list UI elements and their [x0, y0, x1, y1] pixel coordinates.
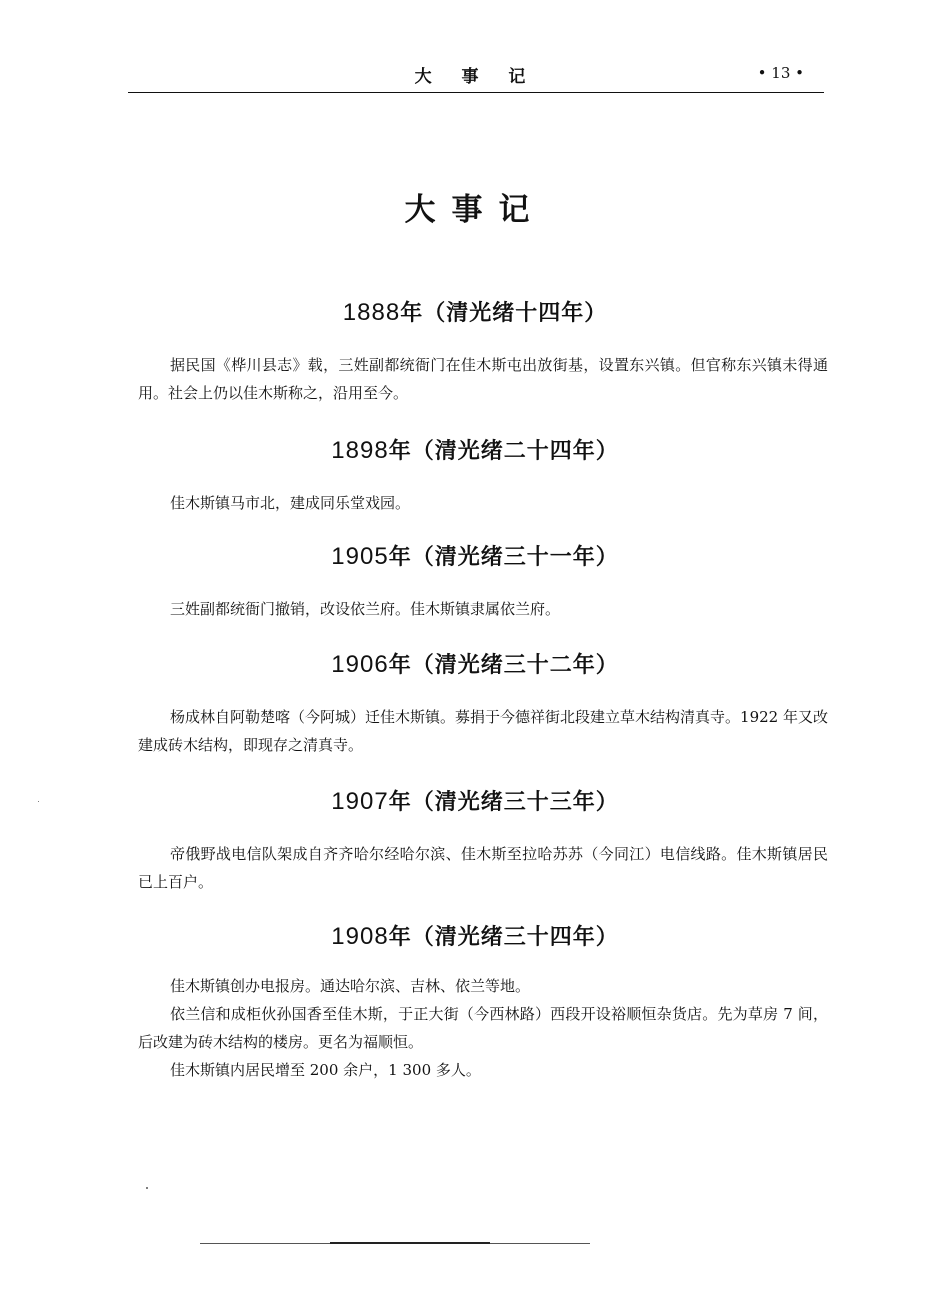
entry-paragraph: 三姓副都统衙门撤销，改设依兰府。佳木斯镇隶属依兰府。 [170, 600, 561, 618]
year-number: 1898 [331, 437, 389, 464]
year-heading-1888 [0, 296, 950, 327]
year-number: 1908 [331, 923, 389, 950]
entry-paragraph: 杨成林自阿勒楚喀（今阿城）迁佳木斯镇。募捐于今德祥街北段建立草木结构清真寺。1922 年又改建成砖木结构，即现存之清真寺。 [138, 708, 828, 754]
year-reign: 年（清光绪三十三年） [388, 790, 619, 815]
year-number: 1907 [331, 788, 389, 815]
entry-paragraph: 佳木斯镇创办电报房。通达哈尔滨、吉林、依兰等地。 [170, 977, 531, 995]
entry-paragraph: 据民国《桦川县志》载，三姓副都统衙门在佳木斯屯出放街基，设置东兴镇。但官称东兴镇未得通用。社会上仍以佳木斯称之，沿用至今。 [138, 356, 828, 402]
year-heading-1905 [0, 540, 950, 571]
scan-speck [146, 1187, 148, 1189]
year-reign: 年（清光绪十四年） [400, 301, 608, 326]
year-reign: 年（清光绪三十一年） [388, 545, 619, 570]
year-heading-1898 [0, 434, 950, 465]
scan-speck [38, 801, 39, 802]
running-title: 大 事 记 [414, 67, 538, 87]
year-heading-1907 [0, 785, 950, 816]
entry-paragraph: 佳木斯镇马市北，建成同乐堂戏园。 [170, 494, 411, 512]
entry-paragraph: 帝俄野战电信队架成自齐齐哈尔经哈尔滨、佳木斯至拉哈苏苏（今同江）电信线路。佳木斯镇居民已上百户。 [138, 845, 828, 891]
chapter-title: 大事记 [404, 192, 546, 228]
year-number: 1888 [342, 299, 401, 326]
running-header [128, 62, 824, 93]
year-number: 1906 [331, 651, 389, 678]
year-heading-1906 [0, 648, 950, 679]
scan-line-artifact [330, 1242, 490, 1244]
entry-paragraph: 佳木斯镇内居民增至 200 余户，1 300 多人。 [170, 1061, 481, 1079]
year-reign: 年（清光绪三十四年） [388, 925, 619, 950]
year-reign: 年（清光绪二十四年） [388, 439, 619, 464]
year-heading-1908 [0, 920, 950, 951]
page-number: • 13 • [757, 64, 804, 82]
entry-paragraph: 依兰信和成柜伙孙国香至佳木斯，于正大街（今西林路）西段开设裕顺恒杂货店。先为草房 7 间，后改建为砖木结构的楼房。更名为福顺恒。 [138, 1005, 828, 1051]
year-number: 1905 [331, 543, 389, 570]
year-reign: 年（清光绪三十二年） [388, 653, 619, 678]
